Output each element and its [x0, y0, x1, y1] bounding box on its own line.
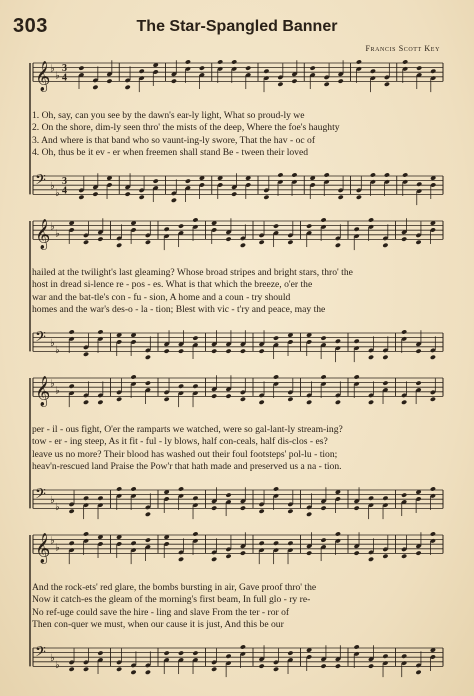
note-head: [231, 59, 237, 64]
note-head: [97, 650, 103, 655]
note-head: [139, 69, 145, 74]
note-head: [263, 69, 269, 74]
flat-sign-icon: ♭: [55, 70, 60, 82]
note-head: [225, 236, 231, 241]
note-head: [97, 400, 103, 405]
note-head: [287, 240, 293, 245]
note-head: [83, 400, 89, 405]
lyric-line: Then con-quer we must, when our cause it is just, And this be our: [32, 619, 284, 631]
note-head: [401, 492, 407, 497]
note-head: [130, 374, 136, 379]
note-head: [97, 236, 103, 241]
note-head: [291, 78, 297, 83]
lyric-line: 1. Oh, say, can you see by the dawn's ear-ly light, What so proud-ly we: [32, 110, 305, 121]
note-head: [97, 496, 103, 501]
note-head: [240, 348, 246, 353]
note-head: [178, 486, 184, 491]
note-head: [370, 172, 376, 177]
time-signature: 3: [62, 63, 67, 75]
note-head: [306, 223, 312, 228]
flat-sign-icon: ♭: [55, 345, 60, 357]
note-head: [415, 550, 421, 555]
note-head: [178, 557, 184, 562]
lyrics-block-4: [32, 582, 442, 632]
note-head: [356, 59, 362, 64]
note-head: [324, 82, 330, 87]
note-head: [384, 172, 390, 177]
note-head: [335, 400, 341, 405]
note-head: [287, 650, 293, 655]
lyric-line: hailed at the twilight's last gleaming? Whose broad stripes and bright stars, thro' the: [32, 267, 353, 278]
note-head: [259, 541, 265, 546]
note-head: [240, 505, 246, 510]
note-head: [178, 384, 184, 389]
note-head: [306, 550, 312, 555]
note-head: [211, 557, 217, 562]
note-head: [368, 400, 374, 405]
note-head: [401, 329, 407, 334]
note-head: [356, 195, 362, 200]
note-head: [287, 541, 293, 546]
lyric-line: leave us no more? Their blood has washed out their foul footsteps' pol-lu - tion;: [32, 448, 338, 460]
note-head: [185, 178, 191, 183]
note-head: [83, 531, 89, 536]
note-head: [125, 85, 131, 90]
note-head: [320, 217, 326, 222]
note-head: [240, 644, 246, 649]
lyric-line: homes and the war's des-o - la - tion; Blest with vic - t'ry and peace, may the: [32, 304, 326, 316]
note-head: [231, 191, 237, 196]
lyric-line: per - il - ous fight, O'er the ramparts we watched, were so gal-lant-ly stream-ing?: [32, 424, 343, 435]
lyric-line: Now it catch-es the gleam of the morning's first beam, In full glo - ry re-: [32, 594, 311, 606]
note-head: [273, 667, 279, 672]
note-head: [83, 240, 89, 245]
note-head: [192, 384, 198, 389]
note-head: [338, 195, 344, 200]
note-head: [401, 554, 407, 559]
note-head: [217, 59, 223, 64]
note-head: [199, 65, 205, 70]
lyric-line: And the rock-ets' red glare, the bombs bursting in air, Gave proof thro' the: [32, 582, 317, 593]
composer-credit: Francis Scott Key: [365, 44, 440, 53]
lyric-line: 4. Oh, thus be it ev - er when freemen shall stand Be - tween their loved: [32, 147, 309, 159]
note-head: [320, 663, 326, 668]
note-head: [225, 654, 231, 659]
flat-sign-icon: ♭: [55, 542, 60, 554]
note-head: [83, 352, 89, 357]
note-head: [171, 198, 177, 203]
note-head: [324, 172, 330, 177]
note-head: [97, 329, 103, 334]
treble-clef-icon: 𝄞: [35, 219, 51, 250]
flat-sign-icon: ♭: [50, 181, 55, 193]
note-head: [69, 509, 75, 514]
note-head: [382, 380, 388, 385]
note-head: [240, 550, 246, 555]
note-head: [430, 69, 436, 74]
note-head: [382, 496, 388, 501]
note-head: [130, 670, 136, 675]
time-signature: 4: [62, 72, 67, 84]
note-head: [335, 531, 341, 536]
note-head: [192, 650, 198, 655]
note-head: [277, 82, 283, 87]
note-head: [259, 663, 265, 668]
hymn-number: 303: [13, 15, 48, 37]
note-head: [273, 223, 279, 228]
note-head: [164, 227, 170, 232]
note-head: [401, 400, 407, 405]
note-head: [259, 509, 265, 514]
note-head: [370, 69, 376, 74]
note-head: [192, 335, 198, 340]
note-head: [368, 217, 374, 222]
note-head: [415, 380, 421, 385]
note-head: [145, 240, 151, 245]
note-head: [106, 78, 112, 83]
flat-sign-icon: ♭: [50, 338, 55, 350]
flat-sign-icon: ♭: [55, 188, 60, 200]
note-head: [240, 397, 246, 402]
note-head: [277, 172, 283, 177]
note-head: [354, 339, 360, 344]
note-head: [430, 486, 436, 491]
lyric-line: 3. And where is that band who so vaunt-ing-ly swore, That the hav - oc of: [32, 134, 316, 146]
note-head: [335, 663, 341, 668]
note-head: [69, 329, 75, 334]
lyric-line: 2. On the shore, dim-ly seen thro' the mists of the deep, Where the foe's haughty: [32, 122, 340, 134]
flat-sign-icon: ♭: [50, 653, 55, 665]
note-head: [130, 486, 136, 491]
note-head: [382, 355, 388, 360]
lyrics-block-3: [32, 424, 442, 474]
flat-sign-icon: ♭: [50, 221, 55, 233]
treble-clef-icon: 𝄞: [35, 533, 51, 564]
note-head: [415, 348, 421, 353]
note-head: [145, 355, 151, 360]
note-head: [335, 243, 341, 248]
note-head: [306, 400, 312, 405]
bass-clef-icon: 𝄢: [35, 644, 46, 664]
flat-sign-icon: ♭: [50, 535, 55, 547]
note-head: [178, 223, 184, 228]
note-head: [416, 65, 422, 70]
note-head: [69, 384, 75, 389]
note-head: [185, 59, 191, 64]
note-head: [368, 663, 374, 668]
note-head: [354, 505, 360, 510]
note-head: [145, 380, 151, 385]
flat-sign-icon: ♭: [50, 378, 55, 390]
note-head: [92, 191, 98, 196]
lyric-line: tow - er - ing steep, As it fit - ful - ly blows, half con-ceals, half dis-clos - es?: [32, 436, 328, 448]
note-head: [192, 217, 198, 222]
note-head: [273, 541, 279, 546]
note-head: [171, 78, 177, 83]
note-head: [83, 496, 89, 501]
note-head: [139, 195, 145, 200]
note-head: [164, 348, 170, 353]
note-head: [116, 486, 122, 491]
note-head: [245, 65, 251, 70]
note-head: [178, 348, 184, 353]
note-head: [263, 195, 269, 200]
note-head: [125, 191, 131, 196]
note-head: [225, 348, 231, 353]
note-head: [116, 243, 122, 248]
note-head: [92, 85, 98, 90]
note-head: [211, 348, 217, 353]
note-head: [401, 654, 407, 659]
note-head: [211, 667, 217, 672]
flat-sign-icon: ♭: [55, 502, 60, 514]
note-head: [354, 644, 360, 649]
lyric-line: host in dread si-lence re - pos - es. What is that which the breeze, o'er the: [32, 279, 313, 291]
note-head: [178, 650, 184, 655]
note-head: [430, 397, 436, 402]
note-head: [83, 667, 89, 672]
note-head: [273, 374, 279, 379]
note-head: [211, 393, 217, 398]
note-head: [368, 557, 374, 562]
note-head: [164, 397, 170, 402]
note-head: [192, 496, 198, 501]
hymn-title: The Star-Spangled Banner: [136, 18, 338, 35]
note-head: [335, 339, 341, 344]
note-head: [320, 335, 326, 340]
treble-clef-icon: 𝄞: [35, 61, 51, 92]
note-head: [225, 393, 231, 398]
note-head: [130, 541, 136, 546]
time-signature: 3: [62, 176, 67, 188]
note-head: [415, 240, 421, 245]
note-head: [69, 667, 75, 672]
note-head: [354, 550, 360, 555]
lyric-line: No ref-uge could save the hire - ling and slave From the ter - ror of: [32, 606, 290, 618]
note-head: [291, 172, 297, 177]
note-head: [273, 486, 279, 491]
note-head: [382, 654, 388, 659]
lyric-line: heav'n-rescued land Praise the Pow'r that hath made and preserved us a na - tion.: [32, 461, 342, 473]
flat-sign-icon: ♭: [50, 495, 55, 507]
note-head: [402, 172, 408, 177]
lyrics-block-2: [32, 267, 442, 317]
note-head: [145, 512, 151, 517]
note-head: [259, 348, 265, 353]
note-head: [116, 667, 122, 672]
note-head: [69, 541, 75, 546]
treble-clef-icon: 𝄞: [35, 376, 51, 407]
note-head: [164, 650, 170, 655]
note-head: [402, 59, 408, 64]
note-head: [116, 397, 122, 402]
note-head: [382, 243, 388, 248]
flat-sign-icon: ♭: [55, 385, 60, 397]
note-head: [145, 537, 151, 542]
bass-clef-icon: 𝄢: [35, 172, 46, 192]
note-head: [259, 240, 265, 245]
note-head: [225, 554, 231, 559]
note-head: [240, 243, 246, 248]
note-head: [78, 195, 84, 200]
note-head: [287, 509, 293, 514]
note-head: [416, 182, 422, 187]
note-head: [338, 78, 344, 83]
note-head: [78, 65, 84, 70]
lyrics-block-1: [32, 110, 442, 160]
flat-sign-icon: ♭: [55, 660, 60, 672]
note-head: [225, 492, 231, 497]
time-signature: 4: [62, 185, 67, 197]
note-head: [192, 531, 198, 536]
note-head: [368, 496, 374, 501]
note-head: [273, 335, 279, 340]
note-head: [354, 227, 360, 232]
flat-sign-icon: ♭: [50, 63, 55, 75]
flat-sign-icon: ♭: [55, 228, 60, 240]
note-head: [306, 512, 312, 517]
note-head: [415, 670, 421, 675]
note-head: [259, 400, 265, 405]
note-head: [145, 670, 151, 675]
lyric-line: war and the bat-tle's con - fu - sion, A home and a coun - try should: [32, 291, 291, 303]
note-head: [287, 397, 293, 402]
note-head: [211, 505, 217, 510]
note-head: [310, 65, 316, 70]
note-head: [430, 355, 436, 360]
bass-clef-icon: 𝄢: [35, 486, 46, 506]
note-head: [320, 537, 326, 542]
note-head: [320, 374, 326, 379]
note-head: [384, 82, 390, 87]
note-head: [153, 178, 159, 183]
note-head: [354, 374, 360, 379]
note-head: [320, 505, 326, 510]
note-head: [382, 554, 388, 559]
note-head: [368, 355, 374, 360]
bass-clef-icon: 𝄢: [35, 329, 46, 349]
note-head: [430, 531, 436, 536]
note-head: [401, 236, 407, 241]
